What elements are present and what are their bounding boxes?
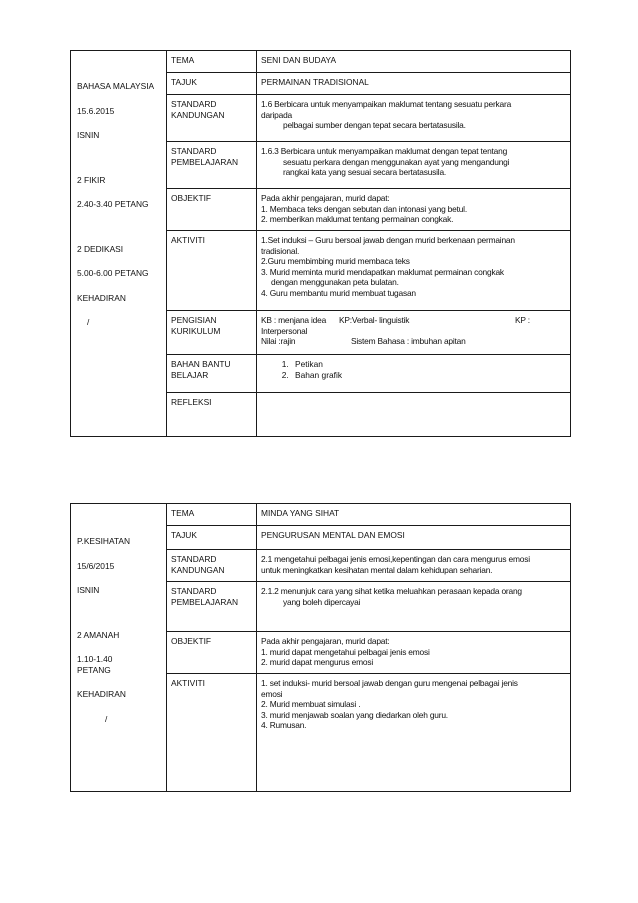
plan2-sp-label: STANDARD PEMBELAJARAN: [167, 582, 257, 632]
plan2-tema-label: TEMA: [167, 504, 257, 526]
plan2-day: ISNIN: [77, 585, 100, 595]
plan1-pengisian-kp2b: Interpersonal: [261, 325, 308, 336]
plan1-date: 15.6.2015: [77, 105, 115, 116]
plan2-objektif-value: [257, 632, 571, 674]
plan2-sk-label: STANDARD KANDUNGAN: [167, 550, 257, 582]
plan1-sk-value: [257, 95, 571, 142]
plan1-pengisian-value: [257, 311, 571, 355]
plan1-sk-line: 1.6 Berbicara untuk menyampaikan maklumat tentang sesuatu perkara: [261, 99, 512, 109]
plan2-attendance-value: /: [105, 713, 108, 724]
plan2-objektif-label: OBJEKTIF: [167, 632, 257, 674]
plan2-attendance-label: KEHADIRAN: [77, 689, 126, 699]
plan2-aktiviti-value: [257, 674, 571, 792]
plan1-sk-line: daripada: [261, 109, 292, 120]
plan2-aktiviti-line: 1. set induksi- murid bersoal jawab dengan guru mengenai pelbagai jenis: [261, 678, 518, 688]
plan2-aktiviti-line: 4. Rumusan.: [261, 720, 307, 730]
plan2-tajuk-value: PENGURUSAN MENTAL DAN EMOSI: [257, 526, 571, 550]
plan2-time-1a: 1.10-1.40: [77, 654, 113, 664]
plan2-aktiviti-line: 2. Murid membuat simulasi .: [261, 699, 361, 709]
plan1-attendance-label: KEHADIRAN: [77, 292, 126, 303]
plan2-aktiviti-line: 3. murid menjawab soalan yang diedarkan oleh guru.: [261, 709, 448, 720]
lesson-plan-table-2: [70, 503, 571, 792]
plan2-sp-value: [257, 582, 571, 632]
plan1-pengisian-label: PENGISIAN KURIKULUM: [167, 311, 257, 355]
plan1-sp-line: rangkai kata yang sesuai secara bertatasusila.: [283, 167, 447, 177]
plan1-aktiviti-line: dengan menggunakan peta bulatan.: [271, 277, 399, 287]
plan1-objektif-line: Pada akhir pengajaran, murid dapat:: [261, 193, 390, 203]
plan1-time-1: 2.40-3.40 PETANG: [77, 199, 149, 209]
plan2-tema-value: MINDA YANG SIHAT: [257, 504, 571, 526]
plan1-objektif-line: 1. Membaca teks dengan sebutan dan intonasi yang betul.: [261, 203, 467, 214]
plan1-bahan-item: 2. Bahan grafik: [291, 370, 566, 381]
plan2-objektif-line: Pada akhir pengajaran, murid dapat:: [261, 636, 390, 646]
plan2-subject: P.KESIHATAN: [77, 536, 131, 546]
plan1-attendance-value: /: [87, 317, 90, 327]
plan1-class-1: 2 FIKIR: [77, 174, 106, 185]
plan1-tema-label: TEMA: [167, 51, 257, 73]
lesson-plan-table-1: [70, 50, 571, 437]
plan1-sk-label: STANDARD KANDUNGAN: [167, 95, 257, 142]
plan1-left-column: [71, 51, 167, 437]
plan1-tema-value: SENI DAN BUDAYA: [257, 51, 571, 73]
plan1-bahan-label: BAHAN BANTU BELAJAR: [167, 355, 257, 393]
plan1-aktiviti-line: 1.Set induksi – Guru bersoal jawab dengan murid berkenaan permainan: [261, 235, 515, 245]
plan1-class-2: 2 DEDIKASI: [77, 243, 124, 254]
plan1-aktiviti-line: 2.Guru membimbing murid membaca teks: [261, 256, 410, 266]
plan1-sp-line: 1.6.3 Berbicara untuk menyampaikan maklumat dengan tepat tentang: [261, 146, 508, 156]
plan1-aktiviti-line: tradisional.: [261, 245, 300, 256]
plan1-aktiviti-line: 4. Guru membantu murid membuat tugasan: [261, 287, 416, 298]
plan2-sp-line: 2.1.2 menunjuk cara yang sihat ketika meluahkan perasaan kepada orang: [261, 586, 522, 596]
plan1-objektif-value: [257, 189, 571, 231]
plan1-tajuk-label: TAJUK: [167, 73, 257, 95]
plan1-refleksi-label: REFLEKSI: [167, 393, 257, 437]
plan1-subject: BAHASA MALAYSIA: [77, 81, 155, 91]
plan1-pengisian-nilai: Nilai :rajin: [261, 336, 296, 346]
plan1-sp-value: [257, 142, 571, 189]
plan2-objektif-line: 2. murid dapat mengurus emosi: [261, 657, 373, 667]
plan2-sk-line: untuk meningkatkan kesihatan mental dalam kehidupan seharian.: [261, 564, 493, 575]
plan1-pengisian-kb: KB : menjana idea: [261, 315, 327, 325]
plan1-aktiviti-line: 3. Murid meminta murid mendapatkan maklumat permainan congkak: [261, 266, 504, 277]
plan2-time-1b: PETANG: [77, 664, 111, 675]
plan2-left-column: [71, 504, 167, 792]
plan2-objektif-line: 1. murid dapat mengetahui pelbagai jenis emosi: [261, 646, 430, 657]
plan2-date: 15/6/2015: [77, 560, 115, 571]
plan1-sk-line: pelbagai sumber dengan tepat secara bertatasusila.: [283, 120, 466, 130]
plan1-sp-line: sesuatu perkara dengan menggunakan ayat yang mengandungi: [283, 156, 510, 167]
plan2-sk-value: [257, 550, 571, 582]
plan2-sk-line: 2.1 mengetahui pelbagai jenis emosi,kepentingan dan cara mengurus emosi: [261, 554, 530, 564]
plan2-aktiviti-label: AKTIVITI: [167, 674, 257, 792]
plan1-aktiviti-value: [257, 231, 571, 311]
plan1-tajuk-value: PERMAINAN TRADISIONAL: [257, 73, 571, 95]
plan1-sp-label: STANDARD PEMBELAJARAN: [167, 142, 257, 189]
plan1-bahan-value: [257, 355, 571, 393]
plan1-pengisian-kp2: KP :: [515, 315, 530, 325]
plan2-tajuk-label: TAJUK: [167, 526, 257, 550]
plan1-refleksi-value: [257, 393, 571, 437]
plan1-bahan-item: 1. Petikan: [291, 359, 566, 370]
plan2-sp-line: yang boleh dipercayai: [283, 596, 361, 607]
plan1-pengisian-kp1: KP:Verbal- linguistik: [339, 315, 410, 325]
plan2-aktiviti-line: emosi: [261, 688, 283, 699]
plan1-time-2: 5.00-6.00 PETANG: [77, 268, 149, 278]
plan2-class-1: 2 AMANAH: [77, 629, 120, 640]
plan1-day: ISNIN: [77, 130, 100, 140]
plan1-objektif-label: OBJEKTIF: [167, 189, 257, 231]
plan1-objektif-line: 2. memberikan maklumat tentang permainan congkak.: [261, 214, 454, 224]
plan1-pengisian-sistem: Sistem Bahasa : imbuhan apitan: [351, 336, 466, 346]
plan1-aktiviti-label: AKTIVITI: [167, 231, 257, 311]
